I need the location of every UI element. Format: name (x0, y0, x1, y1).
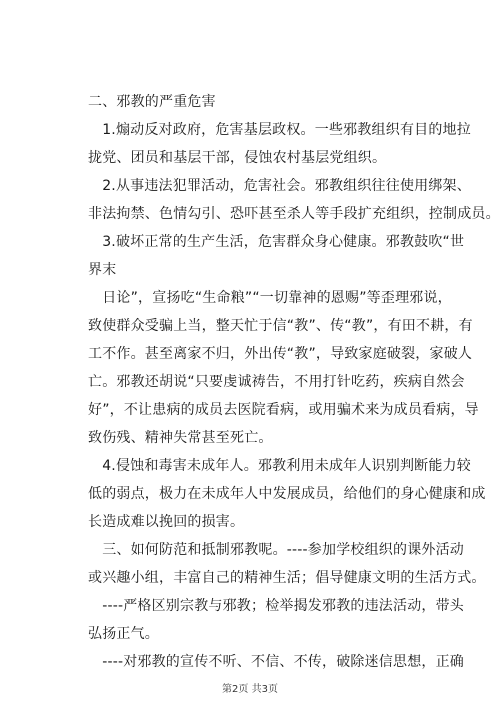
text-line: ----严格区别宗教与邪教；检举揭发邪教的违法活动，带头 (88, 598, 465, 614)
body-text (88, 88, 500, 676)
text-line: 或兴趣小组，丰富自己的精神生活；倡导健康文明的生活方式。 (88, 570, 486, 586)
text-line: 2.从事违法犯罪活动，危害社会。邪教组织往往使用绑架、 (88, 178, 471, 194)
text-line: 1.煽动反对政府，危害基层政权。一些邪教组织有目的地拉 (88, 122, 471, 138)
page-number: 第2页 共3页 (222, 684, 278, 695)
text-line: 低的弱点，极力在未成年人中发展成员，给他们的身心健康和成 (88, 486, 486, 502)
section-heading: 二、邪教的严重危害 (88, 94, 216, 110)
text-line: 弘扬正气。 (88, 626, 159, 642)
text-line: 3.破坏正常的生产生活，危害群众身心健康。邪教鼓吹“世 (88, 234, 465, 250)
text-line: 亡。邪教还胡说“只要虔诚祷告，不用打针吃药，疾病自然会 (88, 374, 465, 390)
text-line: 致使群众受骗上当，整天忙于信“教”、传“教”，有田不耕，有 (88, 318, 473, 334)
text-line: 4.侵蚀和毒害未成年人。邪教利用未成年人识别判断能力较 (88, 458, 471, 474)
text-line: 好”，不让患病的成员去医院看病，或用骗术来为成员看病，导 (88, 402, 479, 418)
text-line: ----对邪教的宣传不听、不信、不传，破除迷信思想，正确 (88, 654, 465, 670)
text-line: 致伤残、精神失常甚至死亡。 (88, 430, 273, 446)
text-line: 三、如何防范和抵制邪教呢。----参加学校组织的课外活动 (88, 542, 465, 558)
text-line: 界末 (88, 262, 117, 278)
text-line: 长造成难以挽回的损害。 (88, 514, 245, 530)
text-line: 日论”，宣扬吃“生命粮”“一切靠神的恩赐”等歪理邪说， (88, 290, 452, 306)
text-line: 工不作。甚至离家不归，外出传“教”，导致家庭破裂，家破人 (88, 346, 473, 362)
text-line: 非法拘禁、色情勾引、恐吓甚至杀人等手段扩充组织，控制成员。 (88, 206, 500, 222)
text-line: 拢党、团员和基层干部，侵蚀农村基层党组织。 (88, 150, 387, 166)
